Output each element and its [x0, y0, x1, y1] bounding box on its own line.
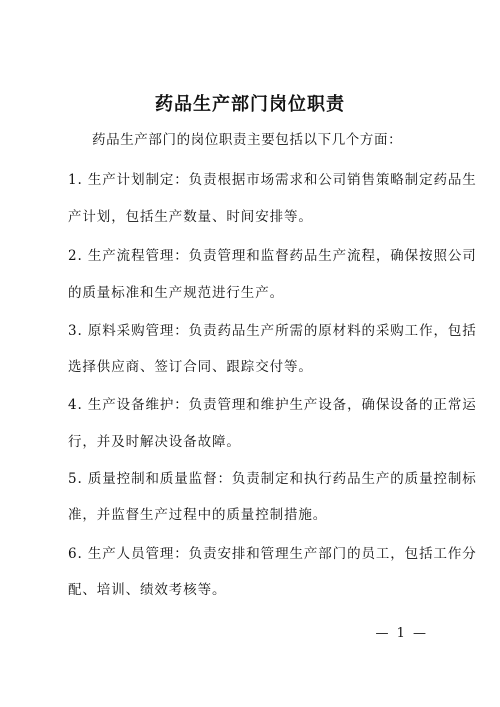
item-1-line-1: 1. 生产计划制定：负责根据市场需求和公司销售策略制定药品生: [68, 172, 477, 188]
item-2-line-2: 的质量标准和生产规范进行生产。: [68, 285, 284, 301]
intro-paragraph: 药品生产部门的岗位职责主要包括以下几个方面：: [92, 132, 403, 148]
item-5-line-1: 5. 质量控制和质量监督：负责制定和执行药品生产的质量控制标: [68, 471, 477, 487]
page-number: — 1 —: [375, 626, 428, 641]
document-title: 药品生产部门岗位职责: [155, 94, 345, 115]
item-6-line-1: 6. 生产人员管理：负责安排和管理生产部门的员工，包括工作分: [68, 546, 477, 562]
item-1-line-2: 产计划，包括生产数量、时间安排等。: [68, 209, 313, 225]
item-6-line-2: 配、培训、绩效考核等。: [68, 582, 227, 598]
item-4-line-1: 4. 生产设备维护：负责管理和维护生产设备，确保设备的正常运: [68, 397, 477, 413]
item-3-line-1: 3. 原料采购管理：负责药品生产所需的原材料的采购工作，包括: [68, 323, 477, 339]
item-2-line-1: 2. 生产流程管理：负责管理和监督药品生产流程，确保按照公司: [68, 248, 477, 264]
item-4-line-2: 行，并及时解决设备故障。: [68, 434, 241, 450]
item-5-line-2: 准，并监督生产过程中的质量控制措施。: [68, 507, 328, 523]
item-3-line-2: 选择供应商、签订合同、跟踪交付等。: [68, 359, 313, 375]
